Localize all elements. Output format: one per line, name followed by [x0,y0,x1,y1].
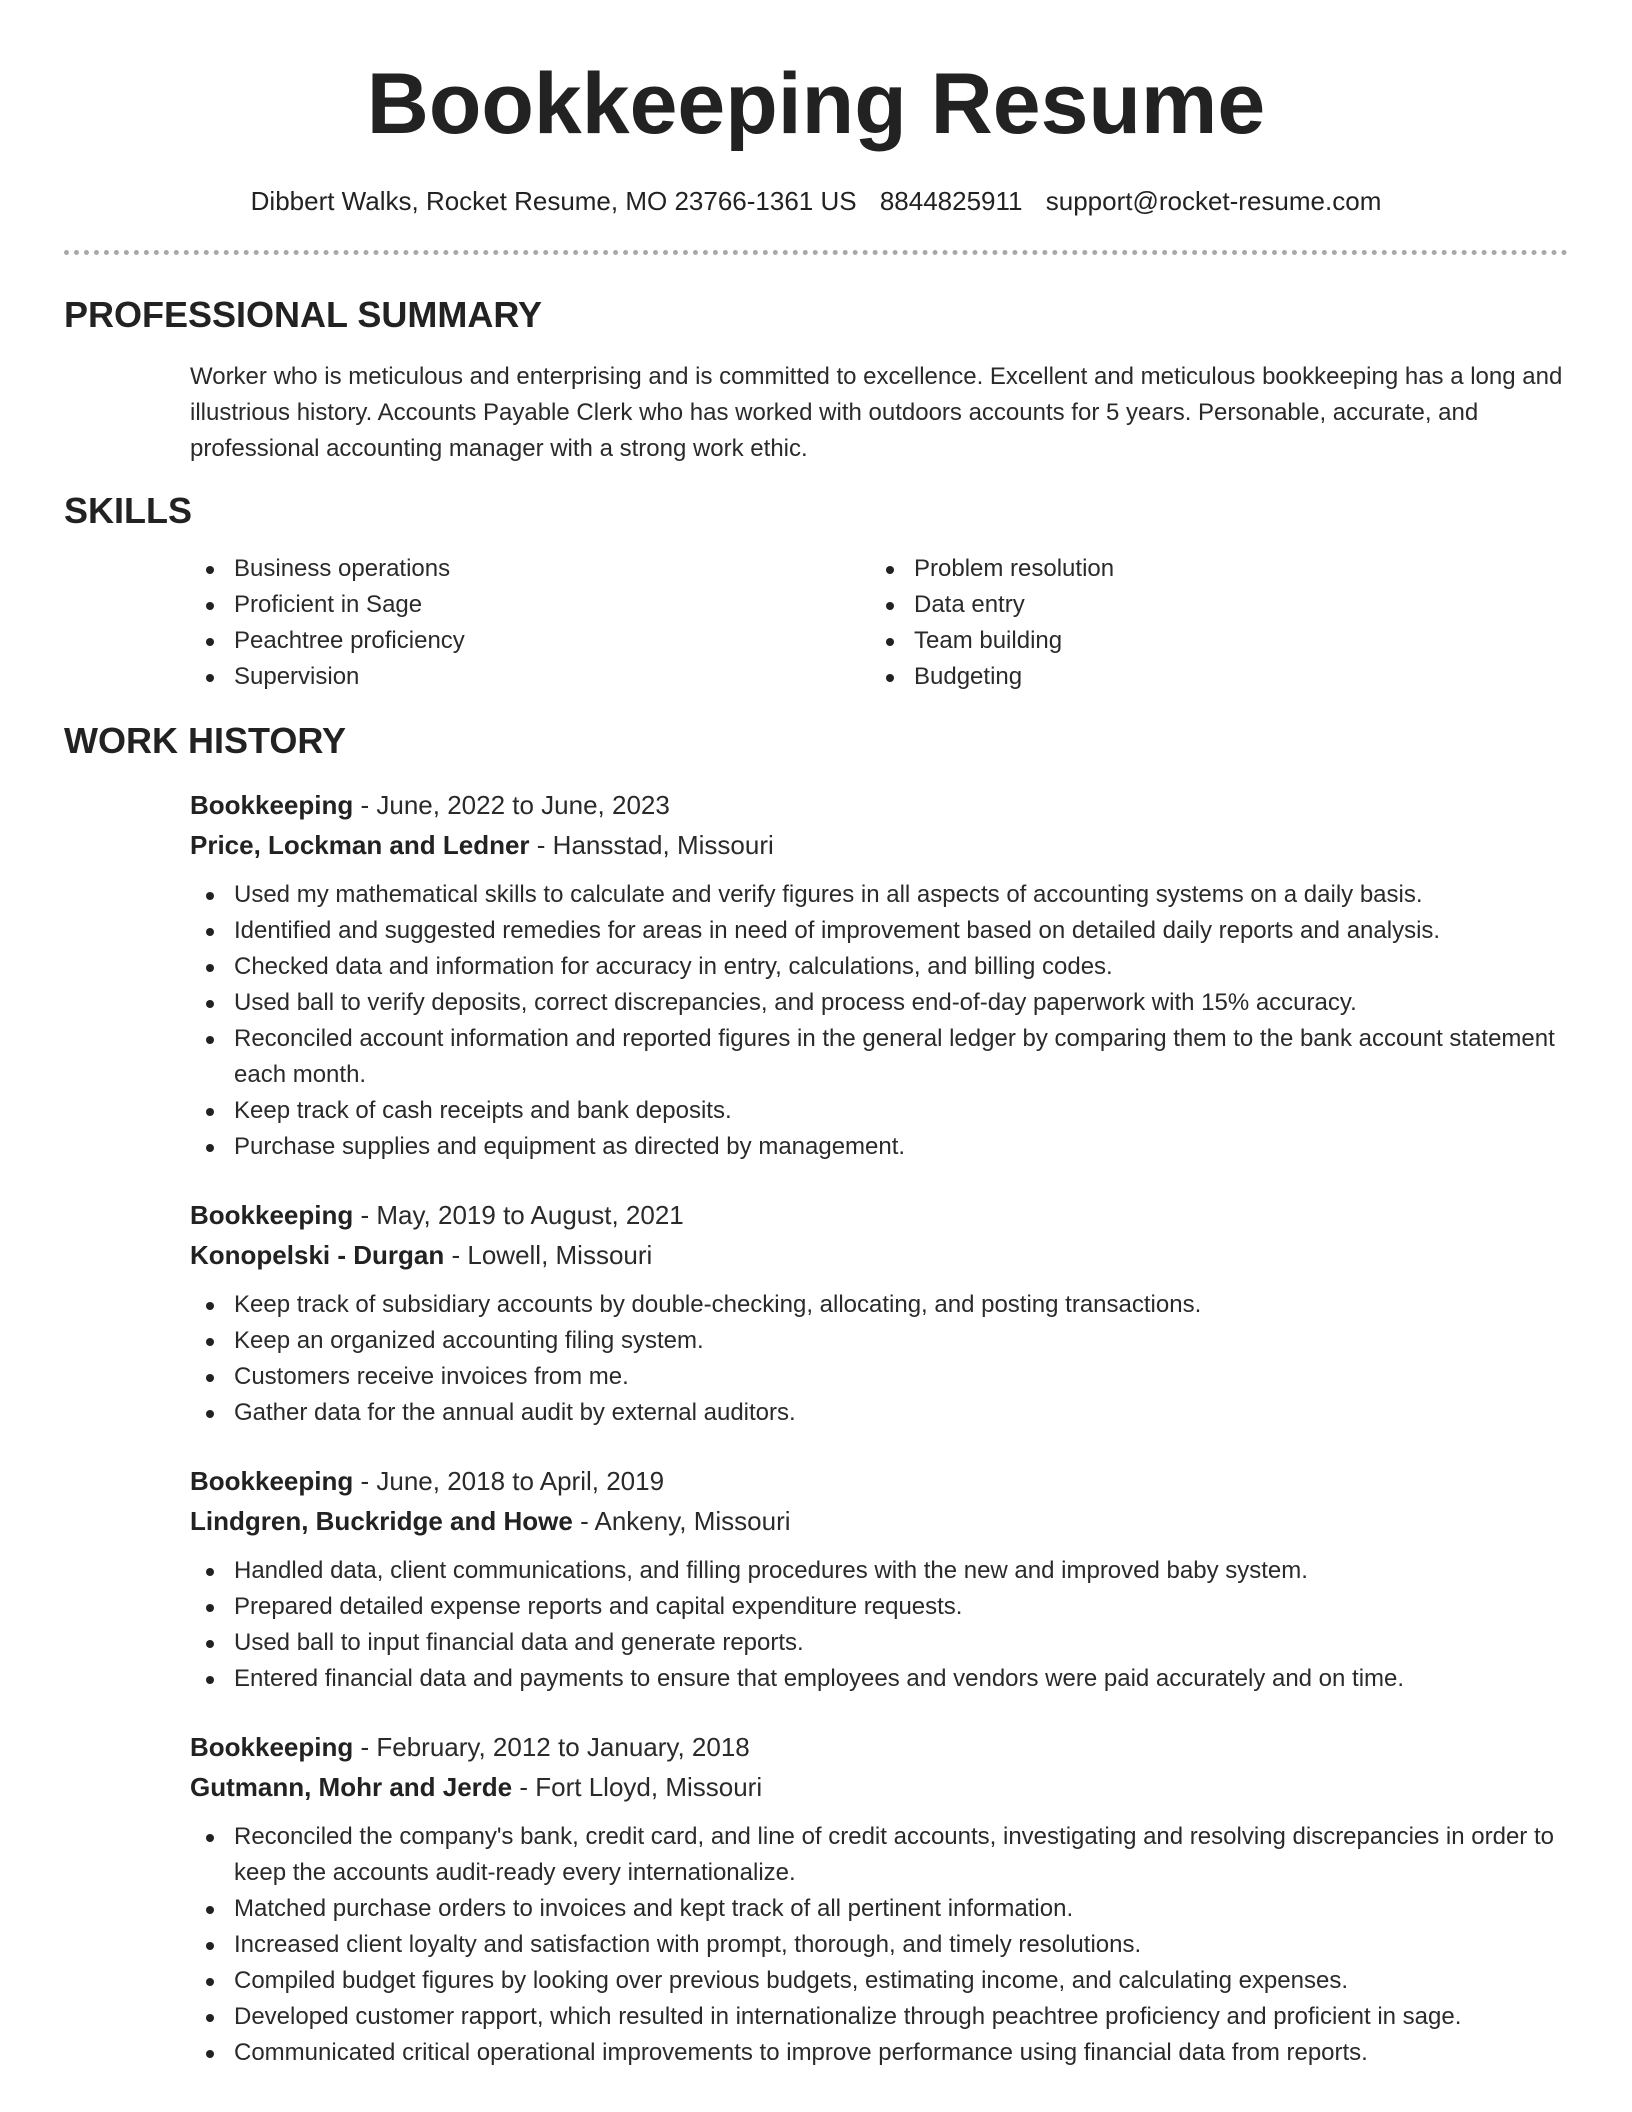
job-dates: - June, 2018 to April, 2019 [360,1466,665,1496]
job-duty: Keep track of cash receipts and bank deposits. [190,1093,1568,1129]
skill-item: Supervision [190,659,870,695]
job-duty: Compiled budget figures by looking over previous budgets, estimating income, and calculating expenses. [190,1963,1568,1999]
job-company: Konopelski - Durgan [190,1240,445,1270]
job-title-line [190,1727,1568,1767]
job-duty: Purchase supplies and equipment as directed by management. [190,1129,1568,1165]
job-location: - Hansstad, Missouri [536,830,774,860]
skills-grid [190,551,1568,695]
section-heading-work-history: WORK HISTORY [64,720,347,761]
job-company: Lindgren, Buckridge and Howe [190,1506,573,1536]
job-title: Bookkeeping [190,790,354,820]
job-duty: Checked data and information for accuracy in entry, calculations, and billing codes. [190,949,1568,985]
job-duty: Used my mathematical skills to calculate and verify figures in all aspects of accounting systems on a daily basis. [190,877,1568,913]
job-location: - Fort Lloyd, Missouri [519,1772,763,1802]
job-duty: Communicated critical operational improvements to improve performance using financial data from reports. [190,2035,1568,2071]
job-company-line [190,1767,1568,1807]
job-company-line [190,1501,1568,1541]
job-duty: Keep track of subsidiary accounts by double-checking, allocating, and posting transactions. [190,1287,1568,1323]
job-duty: Entered financial data and payments to ensure that employees and vendors were paid accurately and on time. [190,1661,1568,1697]
job-title-line [190,785,1568,825]
skill-item: Proficient in Sage [190,587,870,623]
contact-email: support@rocket-resume.com [1045,186,1382,216]
job-duty: Used ball to verify deposits, correct discrepancies, and process end-of-day paperwork with 15% accuracy. [190,985,1568,1021]
skills-column-left [190,551,870,695]
job-company-line [190,825,1568,865]
job-duty: Developed customer rapport, which resulted in internationalize through peachtree proficiency and proficient in sage. [190,1999,1568,2035]
job-entry [190,1461,1568,1697]
skill-item: Peachtree proficiency [190,623,870,659]
job-entry [190,1195,1568,1431]
job-duties-list [190,1553,1568,1697]
work-history-section [64,719,1568,2071]
job-duty: Reconciled account information and reported figures in the general ledger by comparing them to the bank account statement each month. [190,1021,1568,1093]
job-duty: Increased client loyalty and satisfaction with prompt, thorough, and timely resolutions. [190,1927,1568,1963]
job-dates: - May, 2019 to August, 2021 [360,1200,684,1230]
resume-title: Bookkeeping Resume [366,56,1266,152]
skill-item: Budgeting [870,659,1550,695]
job-duty: Customers receive invoices from me. [190,1359,1568,1395]
job-company: Gutmann, Mohr and Jerde [190,1772,513,1802]
job-title: Bookkeeping [190,1732,354,1762]
job-title: Bookkeeping [190,1466,354,1496]
professional-summary-section [64,293,1568,467]
job-duty: Handled data, client communications, and filling procedures with the new and improved baby system. [190,1553,1568,1589]
header-divider [64,250,1568,255]
contact-line [0,184,1632,218]
job-dates: - June, 2022 to June, 2023 [360,790,670,820]
job-duty: Prepared detailed expense reports and capital expenditure requests. [190,1589,1568,1625]
job-location: - Ankeny, Missouri [580,1506,791,1536]
job-duty: Identified and suggested remedies for areas in need of improvement based on detailed daily reports and analysis. [190,913,1568,949]
skill-item: Team building [870,623,1550,659]
job-title-line [190,1461,1568,1501]
job-location: - Lowell, Missouri [451,1240,653,1270]
job-company-line [190,1235,1568,1275]
job-dates: - February, 2012 to January, 2018 [360,1732,750,1762]
job-duty: Matched purchase orders to invoices and kept track of all pertinent information. [190,1891,1568,1927]
job-title: Bookkeeping [190,1200,354,1230]
skills-column-right [870,551,1550,695]
job-duty: Reconciled the company's bank, credit card, and line of credit accounts, investigating and resolving discrepancies in order to keep the accounts audit-ready every internationalize. [190,1819,1568,1891]
job-title-line [190,1195,1568,1235]
resume-header [0,0,1632,218]
skill-item: Data entry [870,587,1550,623]
job-duties-list [190,1287,1568,1431]
skills-section [64,489,1568,695]
summary-text: Worker who is meticulous and enterprising and is committed to excellence. Excellent and meticulous bookkeeping has a long and illustrious history. Accounts Payable Clerk who has worked with outdoors accounts for 5 years. Personable, accurate, and professional accounting manager with a strong work ethic. [190,363,1563,462]
contact-address: Dibbert Walks, Rocket Resume, MO 23766-1361 US [250,186,857,216]
job-company: Price, Lockman and Ledner [190,830,530,860]
skill-item: Business operations [190,551,870,587]
job-duties-list [190,1819,1568,2071]
job-duty: Used ball to input financial data and generate reports. [190,1625,1568,1661]
job-duties-list [190,877,1568,1165]
section-heading-summary: PROFESSIONAL SUMMARY [64,294,543,335]
job-duty: Gather data for the annual audit by external auditors. [190,1395,1568,1431]
job-entry [190,1727,1568,2071]
job-duty: Keep an organized accounting filing system. [190,1323,1568,1359]
contact-phone: 8844825911 [879,186,1023,216]
section-heading-skills: SKILLS [64,490,193,531]
skill-item: Problem resolution [870,551,1550,587]
job-entry [190,785,1568,1165]
